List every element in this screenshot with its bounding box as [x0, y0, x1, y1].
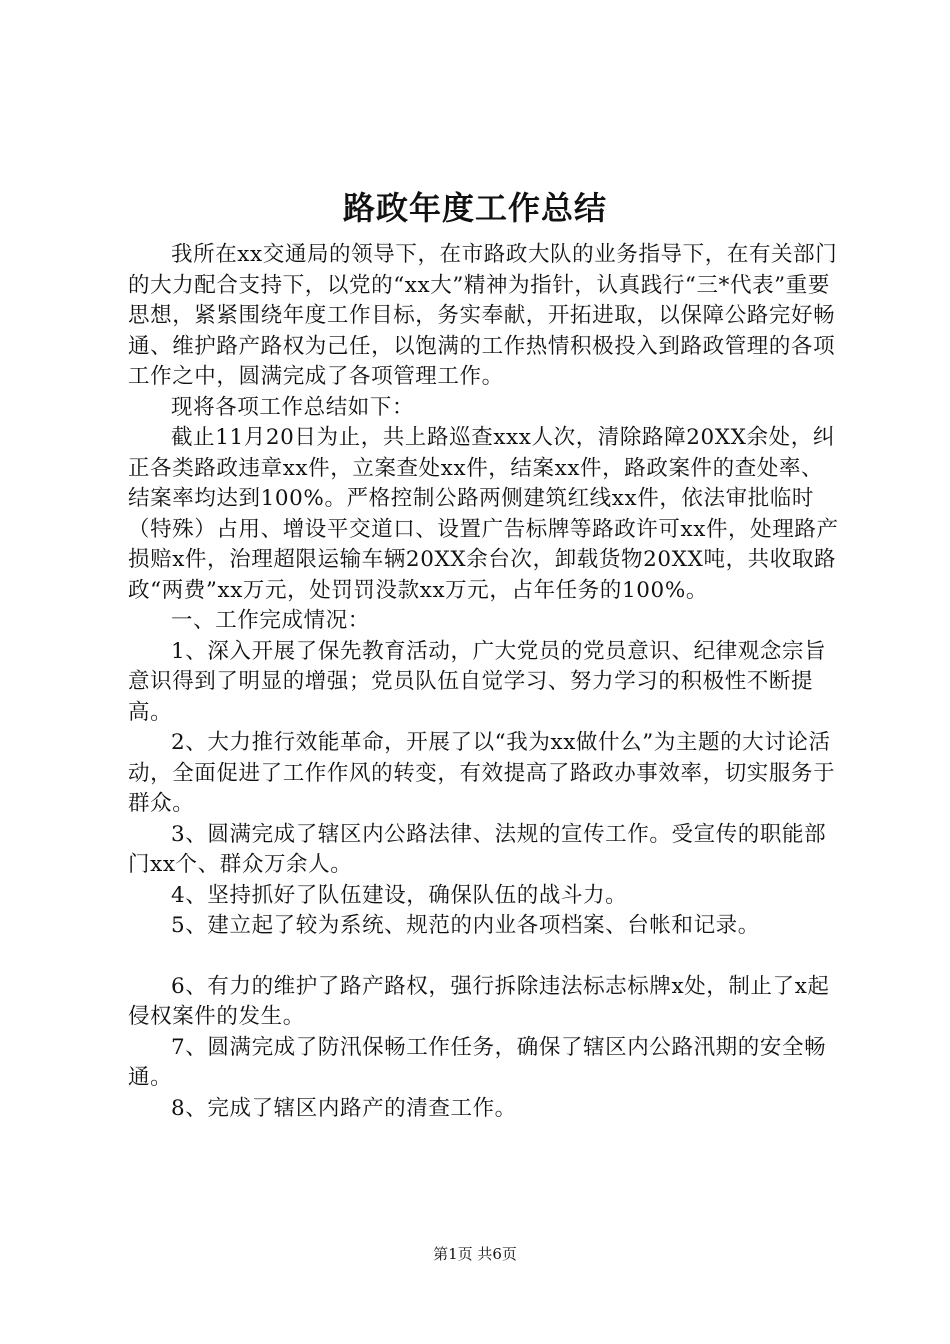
document-title: 路政年度工作总结: [342, 189, 607, 227]
list-item: 8、完成了辖区内路产的清查工作。: [171, 1095, 517, 1121]
list-item: 5、建立起了较为系统、规范的内业各项档案、台帐和记录。: [171, 913, 760, 938]
statistics-paragraph: 截止11月20日为止，共上路巡查xxx人次，清除路障20XX余处，纠正各类路政违章xx件，立案查处xx件，结案xx件，路政案件的查处率、结案率均达到100%。严格控制公路两侧建筑红线xx件，依法审批临时（特殊）占用、增设平交道口、设置广告标牌等路政许可xx件，处理路产损赔x件，治理超限运输车辆20XX余台次，卸载货物20XX吨，共收取路政“两费”xx万元，处罚罚没款xx万元，占年任务的100%。: [128, 425, 839, 603]
list-item: 6、有力的维护了路产路权，强行拆除违法标志标牌x处，制止了x起侵权案件的发生。: [128, 973, 830, 1029]
page-footer: 第1页 共6页: [433, 1245, 517, 1263]
document-body: [128, 240, 844, 1124]
list-item: 7、圆满完成了防汛保畅工作任务，确保了辖区内公路汛期的安全畅通。: [128, 1034, 827, 1090]
blank-line: [128, 942, 844, 972]
list-item: 3、圆满完成了辖区内公路法律、法规的宣传工作。受宣传的职能部门xx个、群众万余人。: [128, 821, 827, 877]
intro-paragraph: 我所在xx交通局的领导下，在市路政大队的业务指导下，在有关部门的大力配合支持下，以党的“xx大”精神为指针，认真践行“三*代表”重要思想，紧紧围绕年度工作目标，务实奉献，开拓进取，以保障公路完好畅通、维护路产路权为己任，以饱满的工作热情积极投入到路政管理的各项工作之中，圆满完成了各项管理工作。: [128, 242, 838, 389]
list-item: 1、深入开展了保先教育活动，广大党员的党员意识、纪律观念宗旨意识得到了明显的增强；党员队伍自觉学习、努力学习的积极性不断提高。: [128, 638, 827, 725]
section-heading: 一、工作完成情况：: [171, 608, 370, 633]
summary-lead-paragraph: 现将各项工作总结如下：: [171, 394, 415, 420]
list-item: 2、大力推行效能革命，开展了以“我为xx做什么”为主题的大讨论活动，全面促进了工作作风的转变，有效提高了路政办事效率，切实服务于群众。: [128, 730, 836, 816]
list-item: 4、坚持抓好了队伍建设，确保队伍的战斗力。: [171, 882, 628, 908]
